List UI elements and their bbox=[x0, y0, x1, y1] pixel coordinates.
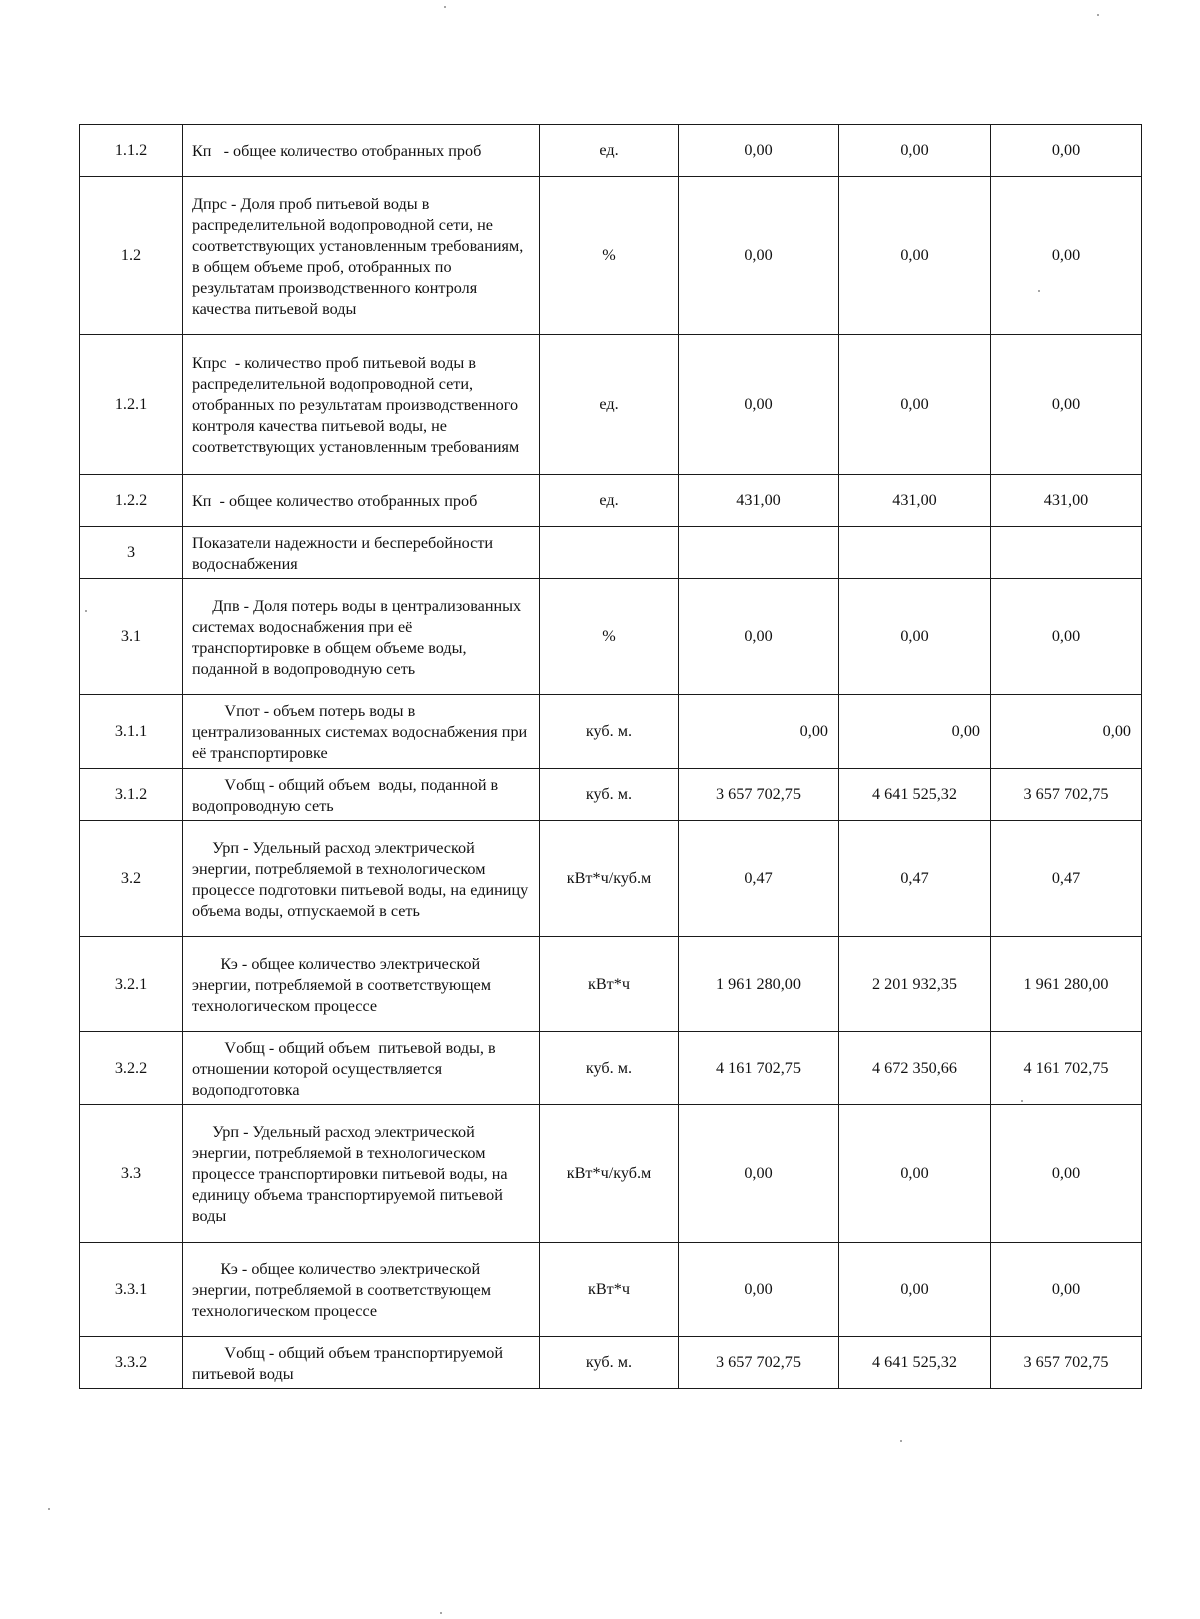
table-row bbox=[80, 937, 1142, 1032]
value-cell-1: 4 161 702,75 bbox=[679, 1032, 839, 1105]
indicator-name: Кэ - общее количество электрической энергии, потребляемой в соответствующем технологическом процессе bbox=[183, 1243, 540, 1337]
row-number: 3.1.2 bbox=[80, 769, 183, 821]
value-cell-3: 0,00 bbox=[991, 177, 1142, 335]
row-number: 3.2.1 bbox=[80, 937, 183, 1032]
value-cell-2: 4 641 525,32 bbox=[839, 769, 991, 821]
table-row bbox=[80, 527, 1142, 579]
value-cell-3: 431,00 bbox=[991, 475, 1142, 527]
value-cell-3: 0,00 bbox=[991, 1243, 1142, 1337]
unit-cell: куб. м. bbox=[540, 695, 679, 769]
value-cell-2: 4 672 350,66 bbox=[839, 1032, 991, 1105]
row-number: 3.2.2 bbox=[80, 1032, 183, 1105]
table-row bbox=[80, 769, 1142, 821]
value-cell-1: 0,00 bbox=[679, 1243, 839, 1337]
table-row bbox=[80, 695, 1142, 769]
value-cell-2: 0,00 bbox=[839, 335, 991, 475]
table-row bbox=[80, 579, 1142, 695]
scan-speck bbox=[1097, 14, 1099, 16]
indicator-name: Показатели надежности и бесперебойности водоснабжения bbox=[183, 527, 540, 579]
value-cell-1 bbox=[679, 527, 839, 579]
table-row bbox=[80, 1105, 1142, 1243]
row-number: 1.1.2 bbox=[80, 125, 183, 177]
table-row bbox=[80, 335, 1142, 475]
scan-speck bbox=[1021, 1100, 1023, 1102]
value-cell-3 bbox=[991, 527, 1142, 579]
unit-cell: куб. м. bbox=[540, 1032, 679, 1105]
value-cell-1: 0,00 bbox=[679, 177, 839, 335]
indicator-name: Урп - Удельный расход электрической энергии, потребляемой в технологическом процессе транспортировки питьевой воды, на единицу объема транспортируемой питьевой воды bbox=[183, 1105, 540, 1243]
indicator-name: Дпв - Доля потерь воды в централизованных системах водоснабжения при её транспортировке в общем объеме воды, поданной в водопроводную сеть bbox=[183, 579, 540, 695]
indicator-name: Кп - общее количество отобранных проб bbox=[183, 125, 540, 177]
scan-speck bbox=[48, 1508, 50, 1510]
table-row bbox=[80, 1337, 1142, 1389]
unit-cell: кВт*ч/куб.м bbox=[540, 1105, 679, 1243]
value-cell-1: 431,00 bbox=[679, 475, 839, 527]
value-cell-3: 0,00 bbox=[991, 1105, 1142, 1243]
row-number: 3.2 bbox=[80, 821, 183, 937]
unit-cell: кВт*ч bbox=[540, 1243, 679, 1337]
unit-cell: кВт*ч/куб.м bbox=[540, 821, 679, 937]
indicator-name: Кпрс - количество проб питьевой воды в распределительной водопроводной сети, отобранных по результатам производственного контроля качества питьевой воды, не соответствующих установленным требованиям bbox=[183, 335, 540, 475]
value-cell-3: 1 961 280,00 bbox=[991, 937, 1142, 1032]
row-number: 1.2.1 bbox=[80, 335, 183, 475]
row-number: 3.1.1 bbox=[80, 695, 183, 769]
indicator-name: Урп - Удельный расход электрической энергии, потребляемой в технологическом процессе подготовки питьевой воды, на единицу объема воды, отпускаемой в сеть bbox=[183, 821, 540, 937]
indicator-name: Кп - общее количество отобранных проб bbox=[183, 475, 540, 527]
table-row bbox=[80, 125, 1142, 177]
unit-cell: ед. bbox=[540, 335, 679, 475]
value-cell-1: 0,00 bbox=[679, 1105, 839, 1243]
scan-speck bbox=[440, 1612, 442, 1614]
unit-cell: % bbox=[540, 177, 679, 335]
row-number: 3 bbox=[80, 527, 183, 579]
indicators-table bbox=[79, 124, 1142, 1389]
indicator-name: Vпот - объем потерь воды в централизованных системах водоснабжения при её транспортировке bbox=[183, 695, 540, 769]
unit-cell bbox=[540, 527, 679, 579]
row-number: 1.2 bbox=[80, 177, 183, 335]
value-cell-3: 0,00 bbox=[991, 579, 1142, 695]
scan-speck bbox=[1038, 290, 1040, 292]
value-cell-2: 2 201 932,35 bbox=[839, 937, 991, 1032]
value-cell-2: 0,00 bbox=[839, 695, 991, 769]
value-cell-3: 3 657 702,75 bbox=[991, 1337, 1142, 1389]
indicator-name: Vобщ - общий объем транспортируемой питьевой воды bbox=[183, 1337, 540, 1389]
value-cell-3: 0,47 bbox=[991, 821, 1142, 937]
value-cell-3: 0,00 bbox=[991, 695, 1142, 769]
unit-cell: ед. bbox=[540, 475, 679, 527]
value-cell-2: 0,00 bbox=[839, 1105, 991, 1243]
scan-speck bbox=[85, 610, 87, 612]
indicator-name: Кэ - общее количество электрической энергии, потребляемой в соответствующем технологическом процессе bbox=[183, 937, 540, 1032]
value-cell-1: 0,00 bbox=[679, 335, 839, 475]
value-cell-1: 0,00 bbox=[679, 125, 839, 177]
indicator-name: Vобщ - общий объем питьевой воды, в отношении которой осуществляется водоподготовка bbox=[183, 1032, 540, 1105]
scan-speck bbox=[900, 1440, 902, 1442]
indicators-table-body bbox=[80, 125, 1142, 1389]
row-number: 3.3.2 bbox=[80, 1337, 183, 1389]
unit-cell: % bbox=[540, 579, 679, 695]
value-cell-1: 0,47 bbox=[679, 821, 839, 937]
value-cell-2: 0,00 bbox=[839, 125, 991, 177]
row-number: 3.3 bbox=[80, 1105, 183, 1243]
table-row bbox=[80, 1243, 1142, 1337]
indicator-name: Vобщ - общий объем воды, поданной в водопроводную сеть bbox=[183, 769, 540, 821]
value-cell-2: 4 641 525,32 bbox=[839, 1337, 991, 1389]
table-row bbox=[80, 177, 1142, 335]
value-cell-2: 0,00 bbox=[839, 177, 991, 335]
indicator-name: Дпрс - Доля проб питьевой воды в распределительной водопроводной сети, не соответствующих установленным требованиям, в общем объеме проб, отобранных по результатам производственного контроля качества питьевой воды bbox=[183, 177, 540, 335]
value-cell-3: 4 161 702,75 bbox=[991, 1032, 1142, 1105]
value-cell-3: 0,00 bbox=[991, 125, 1142, 177]
value-cell-3: 3 657 702,75 bbox=[991, 769, 1142, 821]
value-cell-1: 1 961 280,00 bbox=[679, 937, 839, 1032]
value-cell-2 bbox=[839, 527, 991, 579]
table-row bbox=[80, 475, 1142, 527]
value-cell-2: 0,47 bbox=[839, 821, 991, 937]
unit-cell: кВт*ч bbox=[540, 937, 679, 1032]
value-cell-1: 0,00 bbox=[679, 695, 839, 769]
value-cell-2: 0,00 bbox=[839, 1243, 991, 1337]
scan-speck bbox=[444, 6, 446, 8]
row-number: 3.1 bbox=[80, 579, 183, 695]
value-cell-1: 3 657 702,75 bbox=[679, 1337, 839, 1389]
row-number: 1.2.2 bbox=[80, 475, 183, 527]
value-cell-2: 431,00 bbox=[839, 475, 991, 527]
table-row bbox=[80, 821, 1142, 937]
unit-cell: ед. bbox=[540, 125, 679, 177]
unit-cell: куб. м. bbox=[540, 769, 679, 821]
row-number: 3.3.1 bbox=[80, 1243, 183, 1337]
value-cell-2: 0,00 bbox=[839, 579, 991, 695]
value-cell-3: 0,00 bbox=[991, 335, 1142, 475]
value-cell-1: 0,00 bbox=[679, 579, 839, 695]
unit-cell: куб. м. bbox=[540, 1337, 679, 1389]
table-row bbox=[80, 1032, 1142, 1105]
value-cell-1: 3 657 702,75 bbox=[679, 769, 839, 821]
